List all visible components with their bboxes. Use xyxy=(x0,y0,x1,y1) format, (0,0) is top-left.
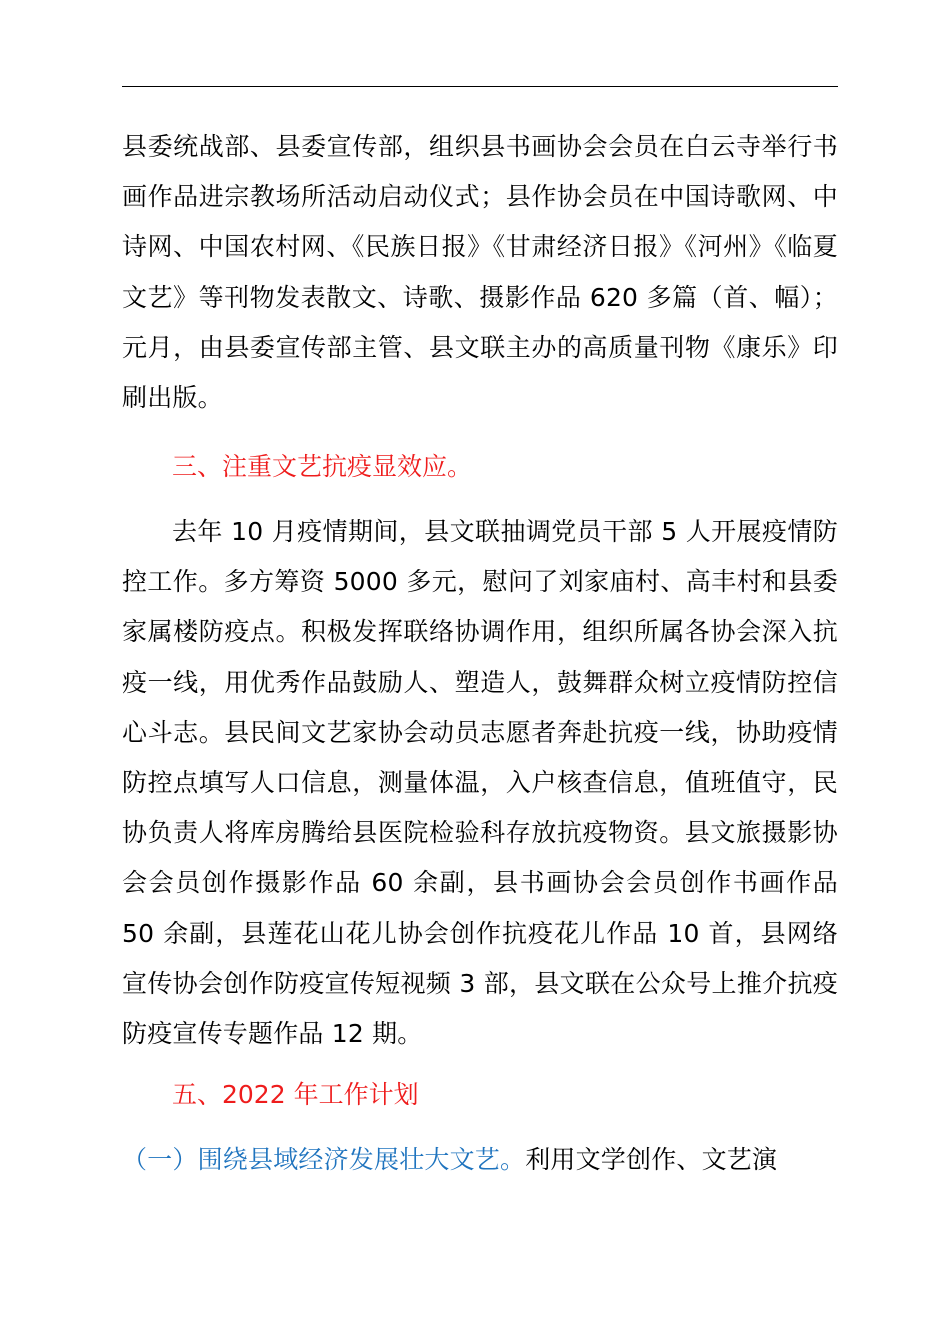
paragraph-2: 去年 10 月疫情期间，县文联抽调党员干部 5 人开展疫情防控工作。多方筹资 5000 多元，慰问了刘家庙村、高丰村和县委家属楼防疫点。积极发挥联络协调作用，组织所属各协会深入抗疫一线，用优秀作品鼓励人、塑造人，鼓舞群众树立疫情防控信心斗志。县民间文艺家协会动员志愿者奔赴抗疫一线，协助疫情防控点填写人口信息，测量体温，入户核查信息，值班值守，民协负责人将库房腾给县医院检验科存放抗疫物资。县文旅摄影协会会员创作摄影作品 60 余副，县书画协会会员创作书画作品 50 余副，县莲花山花儿协会创作抗疫花儿作品 10 首，县网络宣传协会创作防疫宣传短视频 3 部，县文联在公众号上推介抗疫防疫宣传专题作品 12 期。 xyxy=(122,517,838,1049)
paragraph-1: 县委统战部、县委宣传部，组织县书画协会会员在白云寺举行书画作品进宗教场所活动启动仪式；县作协会员在中国诗歌网、中诗网、中国农村网、《民族日报》《甘肃经济日报》《河州》《临夏文艺》等刊物发表散文、诗歌、摄影作品 620 多篇（首、幅）；元月，由县委宣传部主管、县文联主办的高质量刊物《康乐》印刷出版。 xyxy=(122,132,838,413)
section-heading-5: 五、2022 年工作计划 xyxy=(172,1080,419,1109)
header-rule xyxy=(122,86,838,87)
paragraph-3 xyxy=(122,1135,838,1185)
section-heading-3: 三、注重文艺抗疫显效应。 xyxy=(172,452,473,481)
paragraph-3-lead: （一）围绕县域经济发展壮大文艺。 xyxy=(122,1145,526,1174)
paragraph-3-rest: 利用文学创作、文艺演 xyxy=(525,1145,778,1174)
